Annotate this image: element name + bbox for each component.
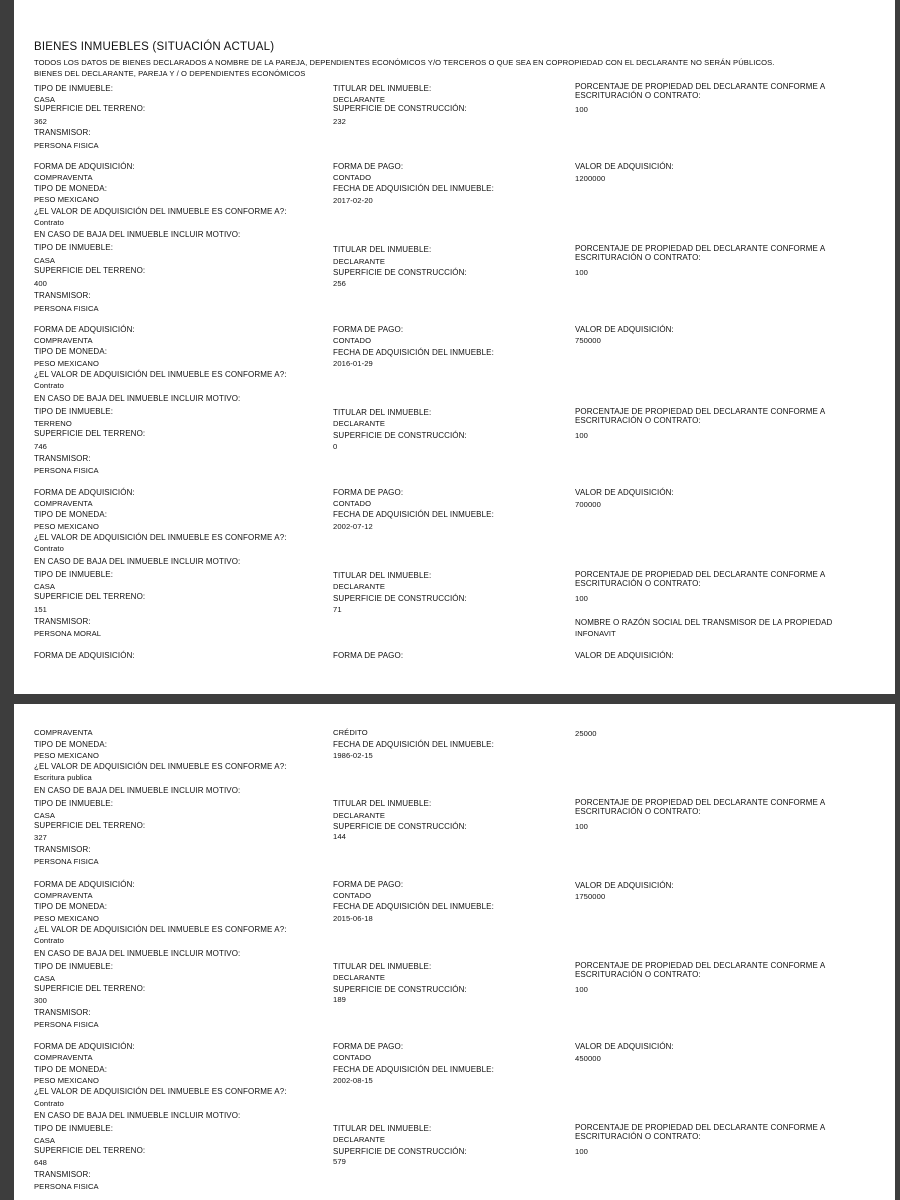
- label-porcentaje: PORCENTAJE DE PROPIEDAD DEL DECLARANTE CONFORME A ESCRITURACIÓN O CONTRATO:: [575, 961, 825, 979]
- value-superficie-construccion: 71: [333, 605, 342, 614]
- value-porcentaje: 100: [575, 431, 588, 440]
- value-fecha-adquisicion: 2016-01-29: [333, 359, 373, 368]
- label-titular: TITULAR DEL INMUEBLE:: [333, 571, 432, 580]
- value-titular: DECLARANTE: [333, 582, 386, 591]
- value-conforme-a: Contrato: [34, 381, 64, 390]
- value-forma-adquisicion: COMPRAVENTA: [34, 1053, 93, 1062]
- label-porcentaje: PORCENTAJE DE PROPIEDAD DEL DECLARANTE CONFORME A ESCRITURACIÓN O CONTRATO:: [575, 1123, 825, 1141]
- label-superficie-terreno: SUPERFICIE DEL TERRENO:: [34, 821, 146, 830]
- value-porcentaje: 100: [575, 594, 588, 603]
- value-conforme-a: Contrato: [34, 1099, 64, 1108]
- value-tipo-inmueble: CASA: [34, 256, 56, 265]
- label-baja-motivo: EN CASO DE BAJA DEL INMUEBLE INCLUIR MOTIVO:: [34, 230, 241, 239]
- value-titular: DECLARANTE: [333, 811, 386, 820]
- label-porcentaje: PORCENTAJE DE PROPIEDAD DEL DECLARANTE CONFORME A ESCRITURACIÓN O CONTRATO:: [575, 798, 825, 816]
- value-tipo-moneda: PESO MEXICANO: [34, 1076, 100, 1085]
- label-forma-pago: FORMA DE PAGO:: [333, 1042, 404, 1051]
- value-tipo-inmueble: TERRENO: [34, 419, 72, 428]
- label-tipo-inmueble: TIPO DE INMUEBLE:: [34, 84, 114, 93]
- value-conforme-a: Contrato: [34, 936, 64, 945]
- value-tipo-moneda: PESO MEXICANO: [34, 914, 100, 923]
- label-superficie-terreno: SUPERFICIE DEL TERRENO:: [34, 1146, 146, 1155]
- value-superficie-construccion: 0: [333, 442, 338, 451]
- label-fecha-adquisicion: FECHA DE ADQUISICIÓN DEL INMUEBLE:: [333, 184, 494, 193]
- label-fecha-adquisicion: FECHA DE ADQUISICIÓN DEL INMUEBLE:: [333, 510, 494, 519]
- label-valor-adquisicion: VALOR DE ADQUISICIÓN:: [575, 488, 674, 497]
- value-superficie-construccion: 256: [333, 279, 346, 288]
- value-valor-adquisicion: 450000: [575, 1054, 601, 1063]
- value-porcentaje: 100: [575, 822, 588, 831]
- label-conforme-a: ¿EL VALOR DE ADQUISICIÓN DEL INMUEBLE ES CONFORME A?:: [34, 925, 287, 934]
- label-forma-adquisicion: FORMA DE ADQUISICIÓN:: [34, 325, 135, 334]
- value-porcentaje: 100: [575, 985, 588, 994]
- label-forma-pago: FORMA DE PAGO:: [333, 880, 404, 889]
- value-conforme-a: Contrato: [34, 544, 64, 553]
- value-fecha-adquisicion: 2002-08-15: [333, 1076, 373, 1085]
- value-forma-pago: CONTADO: [333, 1053, 372, 1062]
- label-conforme-a: ¿EL VALOR DE ADQUISICIÓN DEL INMUEBLE ES CONFORME A?:: [34, 207, 287, 216]
- label-tipo-inmueble: TIPO DE INMUEBLE:: [34, 407, 114, 416]
- label-superficie-terreno: SUPERFICIE DEL TERRENO:: [34, 104, 146, 113]
- value-tipo-inmueble: CASA: [34, 582, 56, 591]
- label-razon-social: NOMBRE O RAZÓN SOCIAL DEL TRANSMISOR DE LA PROPIEDAD: [575, 618, 833, 627]
- label-superficie-terreno: SUPERFICIE DEL TERRENO:: [34, 984, 146, 993]
- value-superficie-terreno: 300: [34, 996, 47, 1005]
- value-forma-adquisicion: COMPRAVENTA: [34, 173, 93, 182]
- value-fecha-adquisicion: 2002-07-12: [333, 522, 373, 531]
- value-superficie-terreno: 362: [34, 117, 47, 126]
- value-superficie-terreno: 327: [34, 833, 47, 842]
- label-tipo-moneda: TIPO DE MONEDA:: [34, 510, 108, 519]
- value-transmisor: PERSONA FISICA: [34, 857, 99, 866]
- label-transmisor: TRANSMISOR:: [34, 617, 91, 626]
- label-baja-motivo: EN CASO DE BAJA DEL INMUEBLE INCLUIR MOTIVO:: [34, 786, 241, 795]
- value-fecha-adquisicion: 2017-02-20: [333, 196, 373, 205]
- value-tipo-inmueble: CASA: [34, 1136, 56, 1145]
- value-tipo-inmueble: CASA: [34, 811, 56, 820]
- value-superficie-terreno: 151: [34, 605, 47, 614]
- value-transmisor: PERSONA FISICA: [34, 1182, 99, 1191]
- value-forma-adquisicion: COMPRAVENTA: [34, 728, 93, 737]
- label-superficie-terreno: SUPERFICIE DEL TERRENO:: [34, 266, 146, 275]
- label-titular: TITULAR DEL INMUEBLE:: [333, 408, 432, 417]
- label-superficie-construccion: SUPERFICIE DE CONSTRUCCIÓN:: [333, 985, 467, 994]
- value-superficie-construccion: 232: [333, 117, 346, 126]
- document-page-1: [14, 0, 895, 694]
- label-superficie-construccion: SUPERFICIE DE CONSTRUCCIÓN:: [333, 1147, 467, 1156]
- label-porcentaje: PORCENTAJE DE PROPIEDAD DEL DECLARANTE CONFORME A ESCRITURACIÓN O CONTRATO:: [575, 570, 825, 588]
- value-tipo-moneda: PESO MEXICANO: [34, 522, 100, 531]
- section-title: BIENES INMUEBLES (SITUACIÓN ACTUAL): [34, 41, 275, 53]
- label-valor-adquisicion: VALOR DE ADQUISICIÓN:: [575, 1042, 674, 1051]
- value-conforme-a: Contrato: [34, 218, 64, 227]
- label-transmisor: TRANSMISOR:: [34, 1170, 91, 1179]
- label-titular: TITULAR DEL INMUEBLE:: [333, 799, 432, 808]
- label-conforme-a: ¿EL VALOR DE ADQUISICIÓN DEL INMUEBLE ES CONFORME A?:: [34, 370, 287, 379]
- value-valor-adquisicion: 700000: [575, 500, 601, 509]
- label-fecha-adquisicion: FECHA DE ADQUISICIÓN DEL INMUEBLE:: [333, 902, 494, 911]
- label-titular: TITULAR DEL INMUEBLE:: [333, 962, 432, 971]
- value-porcentaje: 100: [575, 268, 588, 277]
- label-titular: TITULAR DEL INMUEBLE:: [333, 84, 432, 93]
- label-fecha-adquisicion: FECHA DE ADQUISICIÓN DEL INMUEBLE:: [333, 740, 494, 749]
- value-transmisor: PERSONA FISICA: [34, 1020, 99, 1029]
- label-transmisor: TRANSMISOR:: [34, 845, 91, 854]
- label-superficie-construccion: SUPERFICIE DE CONSTRUCCIÓN:: [333, 822, 467, 831]
- value-forma-adquisicion: COMPRAVENTA: [34, 336, 93, 345]
- label-tipo-inmueble: TIPO DE INMUEBLE:: [34, 799, 114, 808]
- label-porcentaje: PORCENTAJE DE PROPIEDAD DEL DECLARANTE CONFORME A ESCRITURACIÓN O CONTRATO:: [575, 407, 825, 425]
- label-tipo-inmueble: TIPO DE INMUEBLE:: [34, 1124, 114, 1133]
- value-fecha-adquisicion: 1986-02-15: [333, 751, 373, 760]
- label-baja-motivo: EN CASO DE BAJA DEL INMUEBLE INCLUIR MOTIVO:: [34, 1111, 241, 1120]
- value-tipo-moneda: PESO MEXICANO: [34, 195, 100, 204]
- label-transmisor: TRANSMISOR:: [34, 291, 91, 300]
- value-valor-adquisicion: 750000: [575, 336, 601, 345]
- label-transmisor: TRANSMISOR:: [34, 454, 91, 463]
- label-forma-adquisicion: FORMA DE ADQUISICIÓN:: [34, 1042, 135, 1051]
- label-tipo-inmueble: TIPO DE INMUEBLE:: [34, 570, 114, 579]
- value-titular: DECLARANTE: [333, 419, 386, 428]
- label-conforme-a: ¿EL VALOR DE ADQUISICIÓN DEL INMUEBLE ES CONFORME A?:: [34, 762, 287, 771]
- value-titular: DECLARANTE: [333, 1135, 386, 1144]
- value-forma-pago: CONTADO: [333, 173, 372, 182]
- value-tipo-moneda: PESO MEXICANO: [34, 751, 100, 760]
- value-transmisor: PERSONA FISICA: [34, 466, 99, 475]
- label-valor-adquisicion: VALOR DE ADQUISICIÓN:: [575, 162, 674, 171]
- value-superficie-construccion: 144: [333, 832, 346, 841]
- value-tipo-inmueble: CASA: [34, 974, 56, 983]
- value-razon-social: INFONAVIT: [575, 629, 616, 638]
- value-forma-pago: CONTADO: [333, 499, 372, 508]
- label-porcentaje: PORCENTAJE DE PROPIEDAD DEL DECLARANTE CONFORME A ESCRITURACIÓN O CONTRATO:: [575, 82, 825, 100]
- value-valor-adquisicion: 25000: [575, 729, 597, 738]
- label-forma-pago: FORMA DE PAGO:: [333, 325, 404, 334]
- label-superficie-construccion: SUPERFICIE DE CONSTRUCCIÓN:: [333, 594, 467, 603]
- label-valor-adquisicion: VALOR DE ADQUISICIÓN:: [575, 881, 674, 890]
- label-tipo-moneda: TIPO DE MONEDA:: [34, 184, 108, 193]
- label-forma-adquisicion: FORMA DE ADQUISICIÓN:: [34, 651, 135, 660]
- document-page-2: [14, 704, 895, 1200]
- value-superficie-terreno: 746: [34, 442, 47, 451]
- value-titular: DECLARANTE: [333, 973, 386, 982]
- value-forma-pago: CONTADO: [333, 891, 372, 900]
- label-tipo-inmueble: TIPO DE INMUEBLE:: [34, 962, 114, 971]
- value-titular: DECLARANTE: [333, 95, 386, 104]
- label-superficie-construccion: SUPERFICIE DE CONSTRUCCIÓN:: [333, 431, 467, 440]
- label-fecha-adquisicion: FECHA DE ADQUISICIÓN DEL INMUEBLE:: [333, 1065, 494, 1074]
- value-superficie-construccion: 189: [333, 995, 346, 1004]
- value-forma-adquisicion: COMPRAVENTA: [34, 499, 93, 508]
- label-baja-motivo: EN CASO DE BAJA DEL INMUEBLE INCLUIR MOTIVO:: [34, 557, 241, 566]
- label-transmisor: TRANSMISOR:: [34, 1008, 91, 1017]
- value-forma-pago: CONTADO: [333, 336, 372, 345]
- label-conforme-a: ¿EL VALOR DE ADQUISICIÓN DEL INMUEBLE ES CONFORME A?:: [34, 533, 287, 542]
- value-titular: DECLARANTE: [333, 257, 386, 266]
- value-transmisor: PERSONA FISICA: [34, 304, 99, 313]
- label-tipo-moneda: TIPO DE MONEDA:: [34, 740, 108, 749]
- label-baja-motivo: EN CASO DE BAJA DEL INMUEBLE INCLUIR MOTIVO:: [34, 394, 241, 403]
- label-forma-pago: FORMA DE PAGO:: [333, 488, 404, 497]
- label-fecha-adquisicion: FECHA DE ADQUISICIÓN DEL INMUEBLE:: [333, 348, 494, 357]
- label-transmisor: TRANSMISOR:: [34, 128, 91, 137]
- label-superficie-terreno: SUPERFICIE DEL TERRENO:: [34, 429, 146, 438]
- label-superficie-construccion: SUPERFICIE DE CONSTRUCCIÓN:: [333, 268, 467, 277]
- value-superficie-construccion: 579: [333, 1157, 346, 1166]
- label-tipo-moneda: TIPO DE MONEDA:: [34, 902, 108, 911]
- value-superficie-terreno: 400: [34, 279, 47, 288]
- label-conforme-a: ¿EL VALOR DE ADQUISICIÓN DEL INMUEBLE ES CONFORME A?:: [34, 1087, 287, 1096]
- label-forma-adquisicion: FORMA DE ADQUISICIÓN:: [34, 880, 135, 889]
- label-titular: TITULAR DEL INMUEBLE:: [333, 245, 432, 254]
- value-transmisor: PERSONA FISICA: [34, 141, 99, 150]
- label-valor-adquisicion: VALOR DE ADQUISICIÓN:: [575, 325, 674, 334]
- value-transmisor: PERSONA MORAL: [34, 629, 102, 638]
- value-fecha-adquisicion: 2015-06-18: [333, 914, 373, 923]
- label-tipo-moneda: TIPO DE MONEDA:: [34, 1065, 108, 1074]
- value-forma-adquisicion: COMPRAVENTA: [34, 891, 93, 900]
- label-forma-pago: FORMA DE PAGO:: [333, 162, 404, 171]
- value-tipo-moneda: PESO MEXICANO: [34, 359, 100, 368]
- value-valor-adquisicion: 1750000: [575, 892, 606, 901]
- label-tipo-moneda: TIPO DE MONEDA:: [34, 347, 108, 356]
- value-porcentaje: 100: [575, 1147, 588, 1156]
- privacy-notice: TODOS LOS DATOS DE BIENES DECLARADOS A NOMBRE DE LA PAREJA, DEPENDIENTES ECONÓMICOS Y/O TERCEROS O QUE SEA EN COPROPIEDAD CON EL DECLARANTE NO SERÁN PÚBLICOS.: [34, 58, 775, 67]
- label-tipo-inmueble: TIPO DE INMUEBLE:: [34, 243, 114, 252]
- label-forma-pago: FORMA DE PAGO:: [333, 651, 404, 660]
- value-porcentaje: 100: [575, 105, 588, 114]
- value-tipo-inmueble: CASA: [34, 95, 56, 104]
- label-superficie-terreno: SUPERFICIE DEL TERRENO:: [34, 592, 146, 601]
- label-valor-adquisicion: VALOR DE ADQUISICIÓN:: [575, 651, 674, 660]
- label-forma-adquisicion: FORMA DE ADQUISICIÓN:: [34, 162, 135, 171]
- label-forma-adquisicion: FORMA DE ADQUISICIÓN:: [34, 488, 135, 497]
- label-titular: TITULAR DEL INMUEBLE:: [333, 1124, 432, 1133]
- value-superficie-terreno: 648: [34, 1158, 47, 1167]
- value-valor-adquisicion: 1200000: [575, 174, 606, 183]
- label-baja-motivo: EN CASO DE BAJA DEL INMUEBLE INCLUIR MOTIVO:: [34, 949, 241, 958]
- label-superficie-construccion: SUPERFICIE DE CONSTRUCCIÓN:: [333, 104, 467, 113]
- section-subtitle: BIENES DEL DECLARANTE, PAREJA Y / O DEPENDIENTES ECONÓMICOS: [34, 69, 306, 78]
- value-conforme-a: Escritura publica: [34, 773, 92, 782]
- value-forma-pago: CRÉDITO: [333, 728, 368, 737]
- label-porcentaje: PORCENTAJE DE PROPIEDAD DEL DECLARANTE CONFORME A ESCRITURACIÓN O CONTRATO:: [575, 244, 825, 262]
